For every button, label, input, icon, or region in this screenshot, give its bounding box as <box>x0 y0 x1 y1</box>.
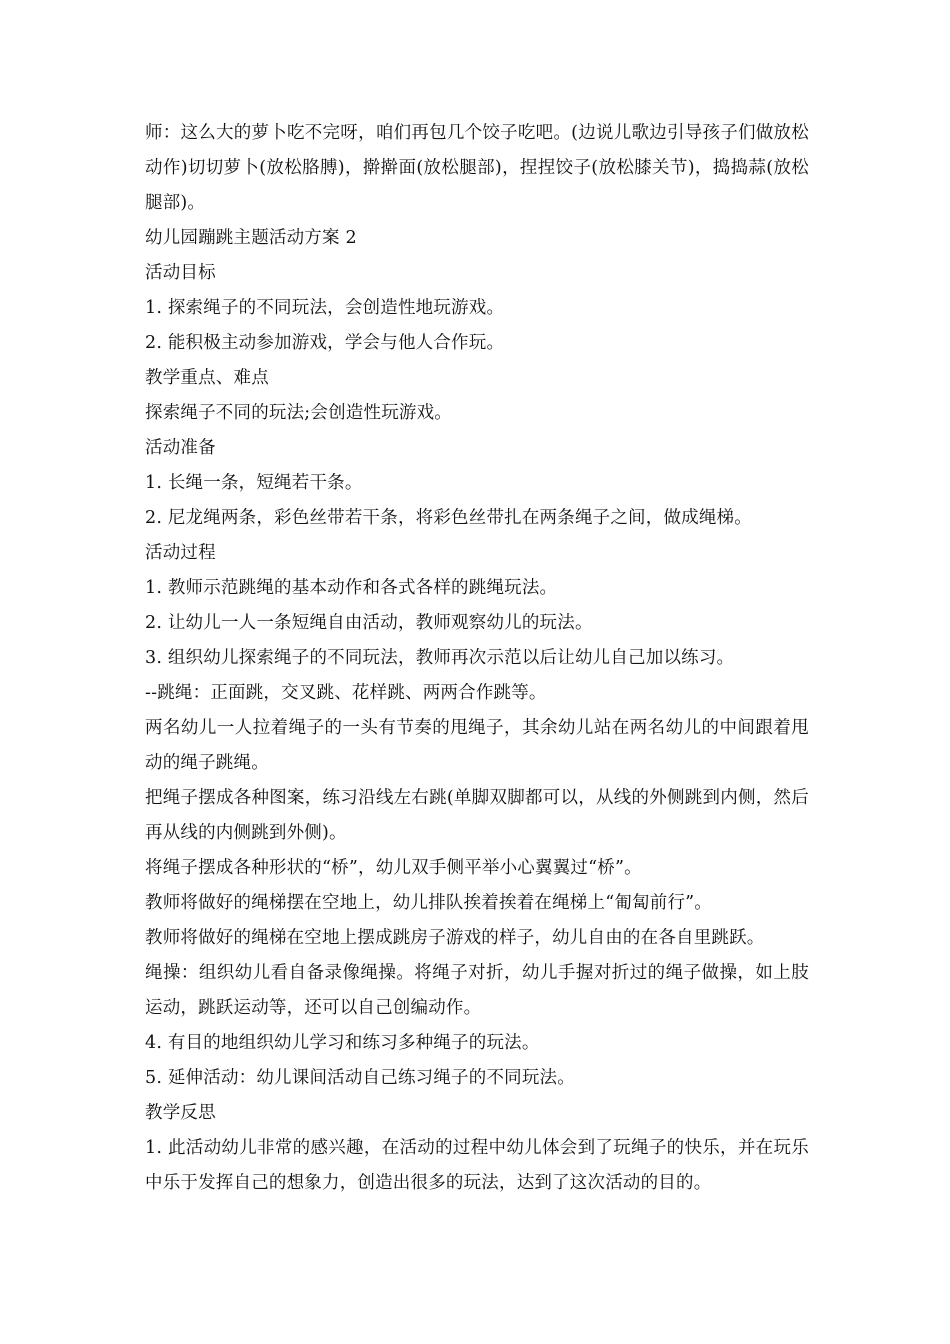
preparation-item-2: 2. 尼龙绳两条，彩色丝带若干条，将彩色丝带扎在两条绳子之间，做成绳梯。 <box>145 508 752 528</box>
heading-activity-goals: 活动目标 <box>145 263 216 283</box>
heading-key-points: 教学重点、难点 <box>145 368 269 388</box>
goal-item-2: 2. 能积极主动参加游戏，学会与他人合作玩。 <box>145 333 505 353</box>
process-bridge: 将绳子摆成各种形状的“桥”，幼儿双手侧平举小心翼翼过“桥”。 <box>145 858 642 878</box>
key-points-text: 探索绳子不同的玩法;会创造性玩游戏。 <box>145 403 452 423</box>
document-body <box>145 116 809 1201</box>
goal-item-1: 1. 探索绳子的不同玩法，会创造性地玩游戏。 <box>145 298 505 318</box>
process-item-5: 5. 延伸活动：幼儿课间活动自己练习绳子的不同玩法。 <box>145 1068 575 1088</box>
preparation-item-1: 1. 长绳一条，短绳若干条。 <box>145 473 363 493</box>
heading-reflection: 教学反思 <box>145 1103 216 1123</box>
process-item-1: 1. 教师示范跳绳的基本动作和各式各样的跳绳玩法。 <box>145 578 558 598</box>
process-rope-exercise: 绳操：组织幼儿看自备录像绳操。将绳子对折，幼儿手握对折过的绳子做操，如上肢运动，跳跃运动等，还可以自己创编动作。 <box>145 963 809 1018</box>
process-ladder-crawl: 教师将做好的绳梯摆在空地上，幼儿排队挨着挨着在绳梯上“匍匐前行”。 <box>145 893 712 913</box>
heading-preparation: 活动准备 <box>145 438 216 458</box>
process-hopscotch: 教师将做好的绳梯在空地上摆成跳房子游戏的样子，幼儿自由的在各自里跳跃。 <box>145 928 765 948</box>
process-item-4: 4. 有目的地组织幼儿学习和练习多种绳子的玩法。 <box>145 1033 540 1053</box>
process-jump-rope: --跳绳：正面跳，交叉跳、花样跳、两两合作跳等。 <box>145 683 547 703</box>
process-item-3: 3. 组织幼儿探索绳子的不同玩法，教师再次示范以后让幼儿自己加以练习。 <box>145 648 735 668</box>
reflection-item-1: 1. 此活动幼儿非常的感兴趣，在活动的过程中幼儿体会到了玩绳子的快乐，并在玩乐中乐于发挥自己的想象力，创造出很多的玩法，达到了这次活动的目的。 <box>145 1138 809 1193</box>
heading-process: 活动过程 <box>145 543 216 563</box>
process-item-2: 2. 让幼儿一人一条短绳自由活动，教师观察幼儿的玩法。 <box>145 613 593 633</box>
process-long-rope: 两名幼儿一人拉着绳子的一头有节奏的甩绳子，其余幼儿站在两名幼儿的中间跟着甩动的绳子跳绳。 <box>145 718 809 773</box>
paragraph-intro-dialogue: 师：这么大的萝卜吃不完呀，咱们再包几个饺子吃吧。(边说儿歌边引导孩子们做放松动作)切切萝卜(放松胳膊)，擀擀面(放松腿部)，捏捏饺子(放松膝关节)，捣捣蒜(放松腿部)。 <box>145 123 809 213</box>
process-pattern-jump: 把绳子摆成各种图案，练习沿线左右跳(单脚双脚都可以，从线的外侧跳到内侧，然后再从线的内侧跳到外侧)。 <box>145 788 809 843</box>
section-title: 幼儿园蹦跳主题活动方案 2 <box>145 228 357 248</box>
